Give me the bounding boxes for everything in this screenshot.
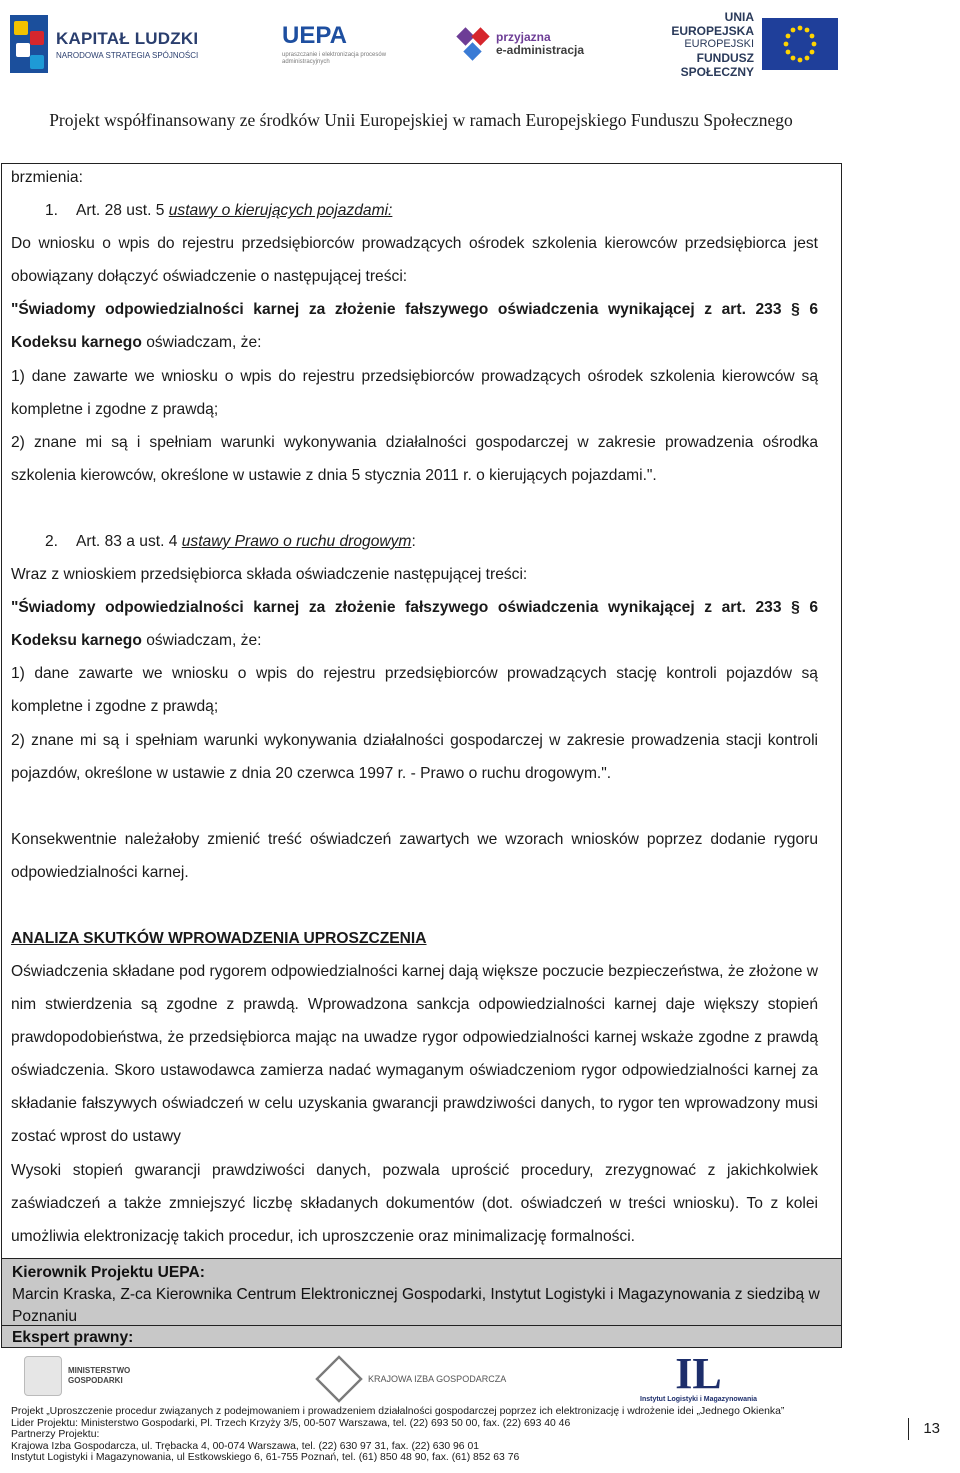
item2-act-title: ustawy Prawo o ruchu drogowym bbox=[181, 532, 412, 550]
quote-2-point-2: 2) znane mi są i spełniam warunki wykonywania działalności gospodarczej w zakresie prowadzenia stacji kontroli pojazdów, określone w ustawie z dnia 20 czerwca 1997 r. - Prawo o ruchu drogowym.". bbox=[11, 731, 818, 782]
footer-line-2: Lider Projektu: Ministerstwo Gospodarki, Pl. Trzech Krzyży 3/5, 00-507 Warszawa, tel. (22) 693 50 00, fax. (22) 693 40 46 bbox=[11, 1417, 571, 1429]
project-leader-label: Kierownik Projektu UEPA: bbox=[12, 1264, 205, 1281]
kapital-ludzki-title: KAPITAŁ LUDZKI bbox=[56, 28, 199, 48]
footer-line-4: Krajowa Izba Gospodarcza, ul. Trębacka 4, 00-074 Warszawa, tel. (22) 630 97 31, fax. (22) 630 96 01 bbox=[11, 1440, 480, 1452]
project-leader-name: Marcin Kraska, Z-ca Kierownika Centrum Elektronicznej Gospodarki, Instytut Logistyki i Magazynowania z siedzibą w Poznaniu bbox=[12, 1286, 820, 1325]
ilim-logo bbox=[640, 1349, 758, 1403]
ilim-logo-text: Instytut Logistyki i Magazynowania bbox=[640, 1396, 758, 1403]
quote-1-intro: "Świadomy odpowiedzialności karnej za złożenie fałszywego oświadczenia wynikającej z art. 233 § 6 Kodeksu karnego oświadczam, że: bbox=[11, 301, 818, 352]
legal-expert-label: Ekspert prawny: bbox=[12, 1329, 134, 1346]
paragraph-4: Oświadczenia składane pod rygorem odpowiedzialności karnej dają większe poczucie bezpieczeństwa, że złożone w nim stwierdzenia są zgodne z prawdą. Wprowadzona sankcja odpowiedzialności karnej daje większy stopień prawdopodobieństwa, że przedsiębiorca mając na uwadze rygor odpowiedzialności karnej wskaże zgodne z prawdą oświadczenia. Skoro ustawodawca zamierza nadać wymaganym oświadczeniom rygor odpowiedzialności karnej za składanie fałszywych oświadczeń w celu uzyskania gwarancji prawdziwości danych, to rygor ten wprowadzony musi zostać wprost do ustawy bbox=[11, 962, 818, 1146]
paragraph-3: Konsekwentnie należałoby zmienić treść oświadczeń zawartych we wzorach wniosków poprzez dodanie rygoru odpowiedzialności karnej. bbox=[11, 830, 818, 881]
paragraph-2: Wraz z wnioskiem przedsiębiorca składa oświadczenie następującej treści: bbox=[11, 566, 528, 584]
list-item-2: 2. Art. 83 a ust. 4 ustawy Prawo o ruchu drogowym: bbox=[45, 532, 416, 550]
section-heading: ANALIZA SKUTKÓW WPROWADZENIA UPROSZCZENIA bbox=[11, 929, 427, 947]
footer-line-3: Partnerzy Projektu: bbox=[11, 1429, 100, 1441]
ilim-emblem-icon: IL bbox=[675, 1349, 722, 1398]
quote-1-point-1: 1) dane zawarte we wniosku o wpis do rejestru przedsiębiorców prowadzących ośrodek szkolenia kierowców są kompletne i zgodne z prawdą; bbox=[11, 367, 818, 418]
uepa-title: UEPA bbox=[282, 22, 347, 49]
ministerstwo-gospodarki-logo bbox=[24, 1356, 132, 1396]
paragraph-5: Wysoki stopień gwarancji prawdziwości danych, pozwala uprościć procedury, zrezygnować z jakichkolwiek zaświadczeń a także zmniejszyć liczbę składanych dokumentów (dot. oświadczeń w treści wniosku). To z kolei umożliwia elektronizację takich procedur, ich uproszczenie oraz minimalizację formalności. bbox=[11, 1161, 818, 1245]
kig-emblem-icon bbox=[315, 1355, 363, 1403]
kig-logo-text: KRAJOWA IZBA GOSPODARCZA bbox=[368, 1374, 507, 1384]
przyjazna-e-administracja-logo bbox=[456, 12, 586, 76]
brzmienia-text: brzmienia: bbox=[11, 169, 83, 186]
ue-line2: EUROPEJSKI bbox=[684, 37, 754, 50]
unia-europejska-logo bbox=[648, 9, 838, 79]
quote-2-point-1: 1) dane zawarte we wniosku o wpis do rejestru przedsiębiorców prowadzących stację kontroli pojazdów są kompletne i zgodne z prawdą; bbox=[11, 665, 818, 716]
list-item-1: 1. Art. 28 ust. 5 ustawy o kierujących pojazdami: bbox=[45, 202, 393, 220]
kapital-ludzki-logo bbox=[10, 12, 210, 76]
footer-line-1: Projekt „Uproszczenie procedur związanych z podejmowaniem i prowadzeniem działalności gospodarczej poprzez ich elektronizację i wdrożenie idei „Jednego Okienka” bbox=[11, 1406, 785, 1417]
box-divider bbox=[2, 1325, 841, 1326]
kig-logo bbox=[318, 1358, 506, 1400]
puzzle-icon bbox=[456, 27, 490, 61]
mg-logo-text: MINISTERSTWO GOSPODARKI bbox=[68, 1366, 131, 1385]
kapital-ludzki-star-icon bbox=[10, 15, 48, 73]
uepa-subtitle: upraszczanie i elektronizacja procesów administracyjnych bbox=[282, 52, 387, 65]
eu-flag-icon bbox=[762, 18, 838, 70]
project-info-box bbox=[1, 1258, 842, 1348]
ue-line3: FUNDUSZ SPOŁECZNY bbox=[680, 50, 754, 79]
page-footer bbox=[11, 1406, 901, 1464]
quote-2-intro: "Świadomy odpowiedzialności karnej za złożenie fałszywego oświadczenia wynikającej z art. 233 § 6 Kodeksu karnego oświadczam, że: bbox=[11, 599, 818, 650]
cofinancing-note: Projekt współfinansowany ze środków Unii Europejskiej w ramach Europejskiego Funduszu Społecznego bbox=[49, 110, 793, 130]
paragraph-1: Do wniosku o wpis do rejestru przedsiębiorców prowadzących ośrodek szkolenia kierowców przedsiębiorca jest obowiązany dołączyć oświadczenie o następującej treści: bbox=[11, 235, 818, 286]
pea-line1: przyjazna bbox=[496, 30, 551, 44]
quote-1-point-2: 2) znane mi są i spełniam warunki wykonywania działalności gospodarczej w zakresie prowadzenia ośrodka szkolenia kierowców, określone w ustawie z dnia 5 stycznia 2011 r. o kierujących pojazdami.". bbox=[11, 433, 818, 484]
kapital-ludzki-subtitle: NARODOWA STRATEGIA SPÓJNOŚCI bbox=[56, 50, 199, 60]
page-number: 13 bbox=[908, 1418, 960, 1440]
uepa-logo bbox=[282, 12, 402, 76]
footer-line-5: Instytut Logistyki i Magazynowania, ul Estkowskiego 6, 61-755 Poznań, tel. (61) 850 48 90, fax. (61) 852 63 76 bbox=[11, 1452, 520, 1464]
item1-act-title: ustawy o kierujących pojazdami: bbox=[168, 202, 393, 220]
ue-line1: UNIA EUROPEJSKA bbox=[671, 9, 754, 38]
pea-line2: e-administracja bbox=[496, 43, 585, 57]
document-body bbox=[11, 161, 818, 1253]
eagle-emblem-icon bbox=[24, 1356, 62, 1396]
